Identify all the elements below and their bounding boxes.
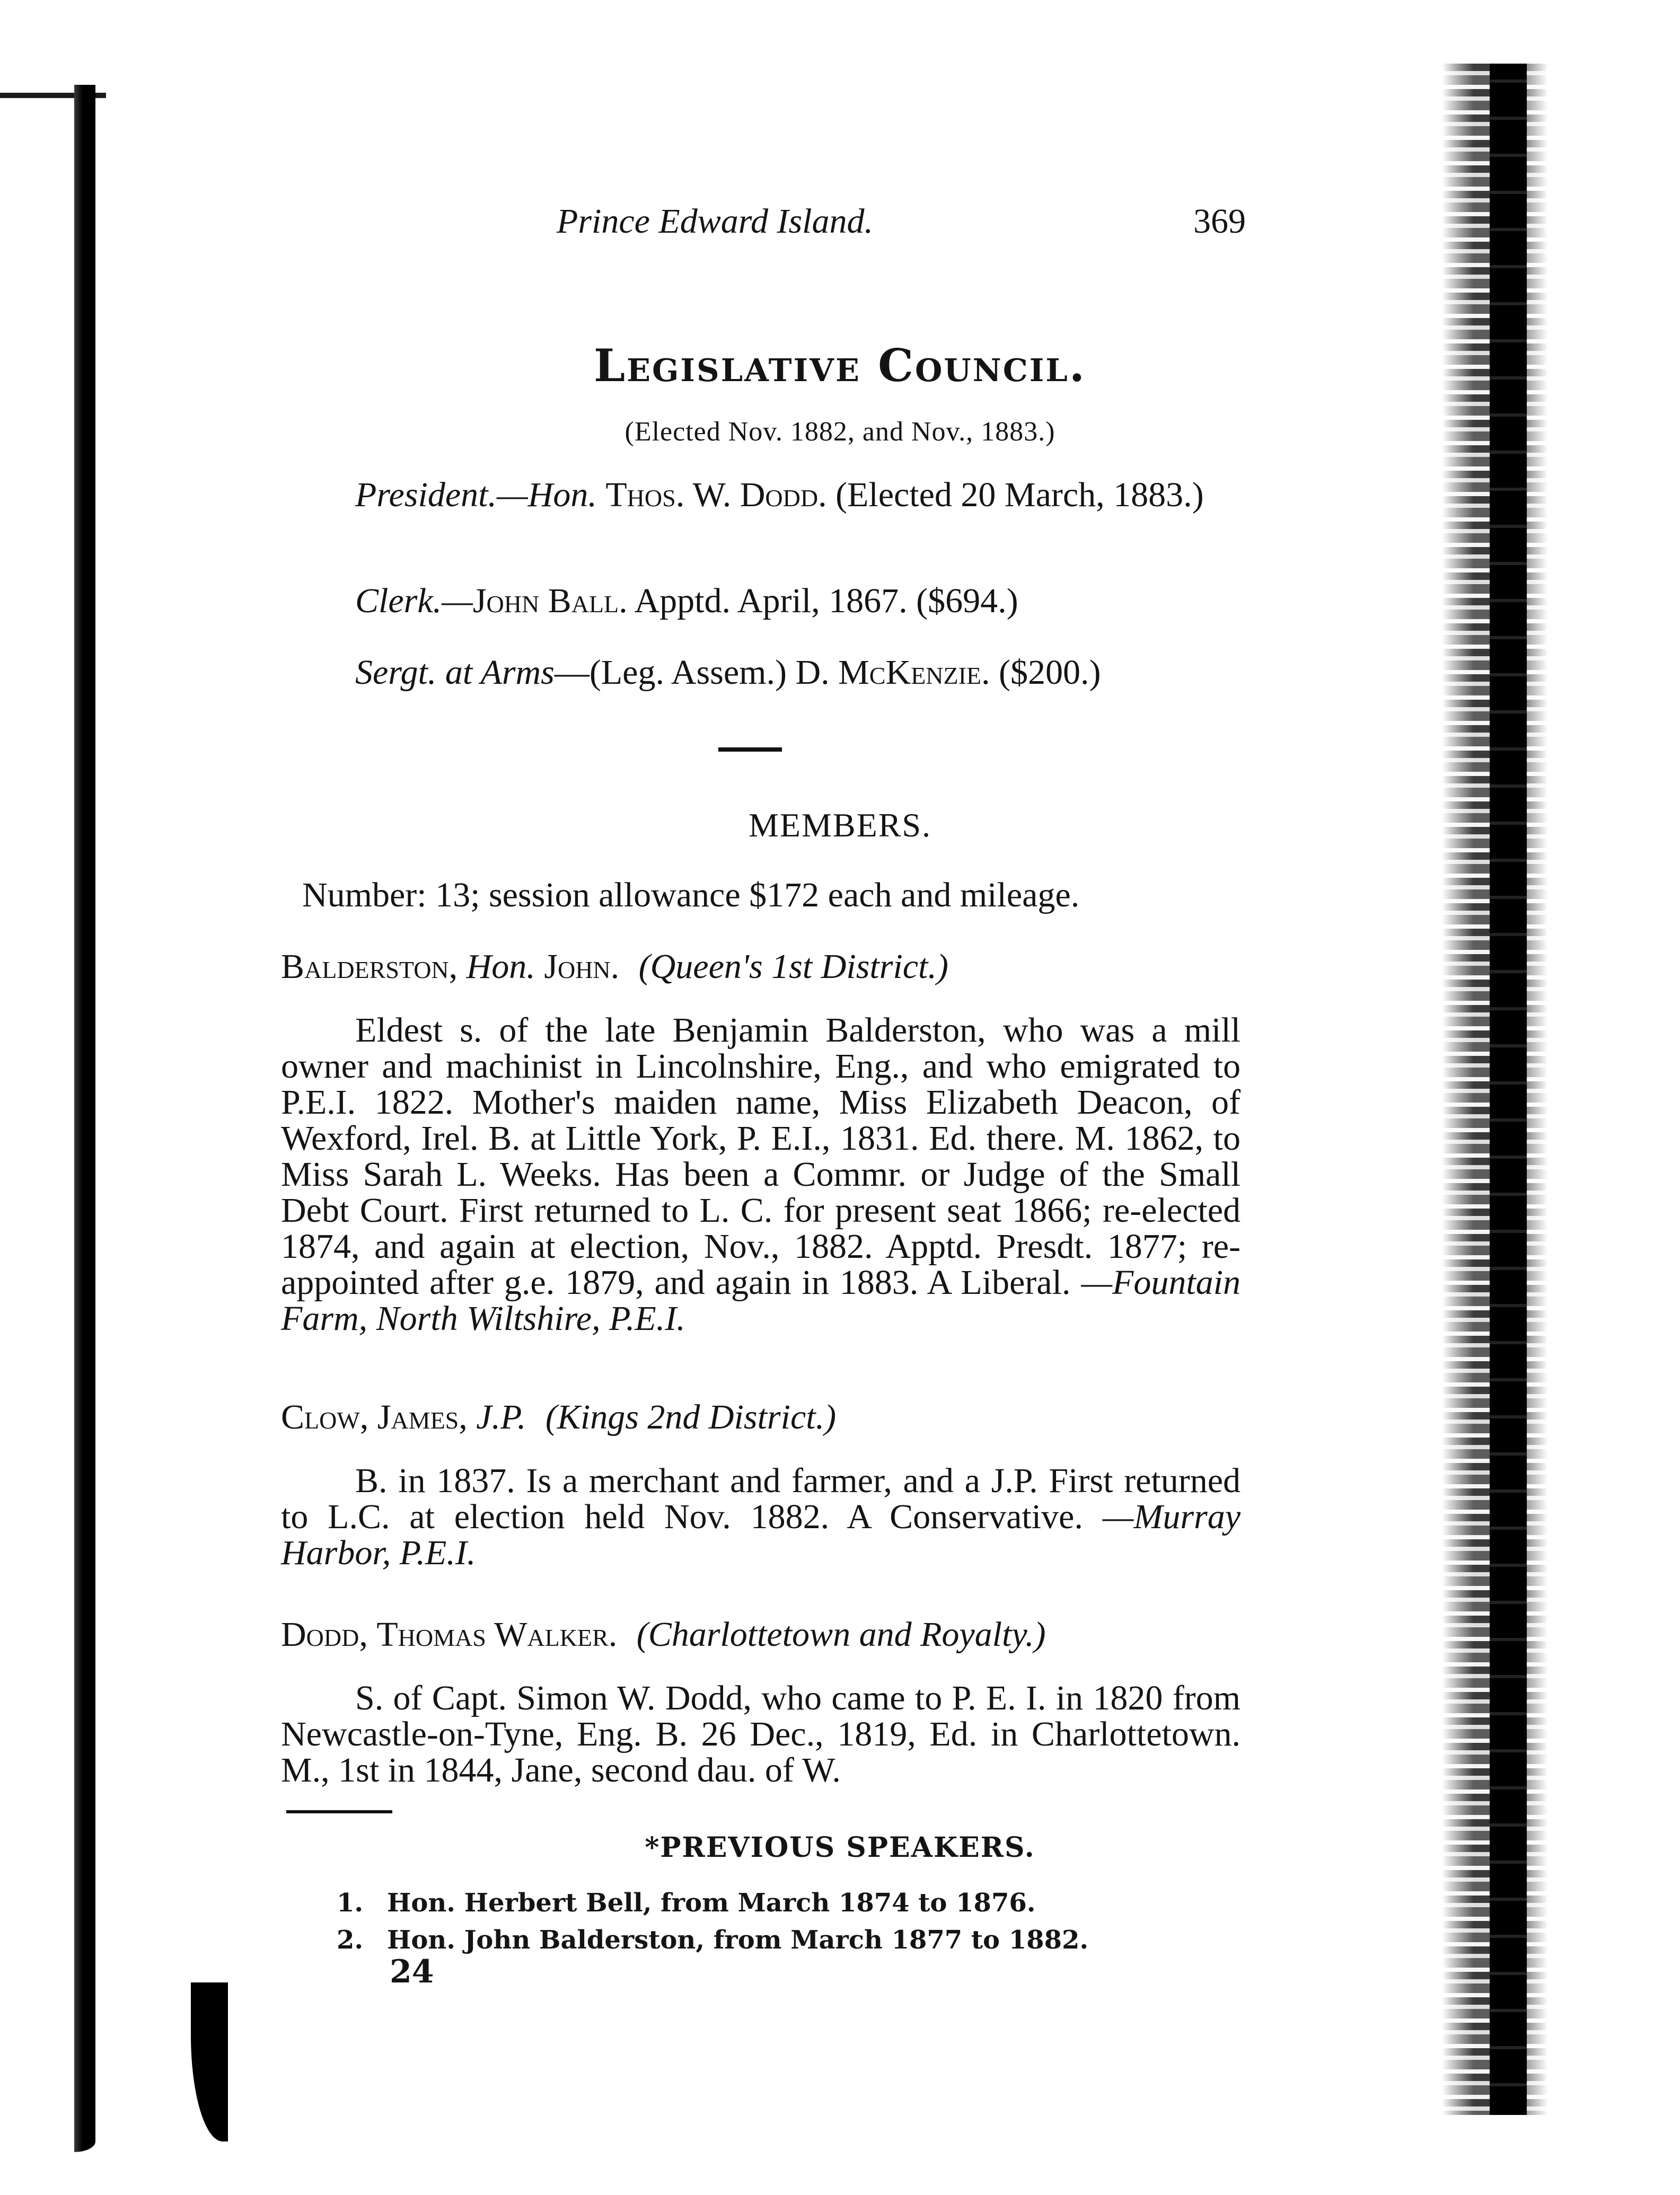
- footnote-item-number: 2.: [337, 1925, 364, 1955]
- member-district: (Queen's 1st District.): [638, 947, 948, 986]
- section-title: Legislative Council.: [593, 339, 1087, 392]
- footnote-title: *PREVIOUS SPEAKERS.: [645, 1831, 1035, 1864]
- footnote-item-text: Hon. Herbert Bell, from March 1874 to 1876.: [387, 1888, 1036, 1918]
- member-bio-paragraph: [281, 1680, 1241, 1788]
- sergeant-note: ($200.): [999, 653, 1101, 692]
- member-title: J.P.: [476, 1398, 526, 1436]
- member-surname: Dodd,: [281, 1615, 368, 1654]
- running-header: [557, 201, 1246, 254]
- member-bio: B. in 1837. Is a merchant and farmer, and a J.P. First returned to L.C. at election held Nov. 1882. A Conservative.: [281, 1461, 1241, 1536]
- member-heading: [281, 1617, 1241, 1653]
- member-surname: Balderston,: [281, 947, 458, 986]
- member-address: —Murray Harbor, P.E.I.: [281, 1497, 1241, 1572]
- sergeant-role: Sergt. at Arms: [355, 653, 555, 692]
- footnote-item-text: Hon. John Balderston, from March 1877 to 1882.: [387, 1925, 1089, 1955]
- footnote-list: [337, 1884, 1132, 1959]
- footnote-item: [337, 1921, 1132, 1959]
- member-forename: James,: [377, 1398, 468, 1436]
- footnote-item-number: 1.: [337, 1888, 364, 1918]
- signature-mark: 24: [390, 1953, 434, 1990]
- member-title: Hon.: [466, 947, 535, 986]
- running-title: Prince Edward Island.: [557, 202, 873, 241]
- members-heading: MEMBERS.: [749, 806, 931, 844]
- member-entry-dodd: [281, 1617, 1241, 1788]
- footnote-item: [337, 1884, 1132, 1921]
- member-forename: Thomas Walker.: [376, 1615, 618, 1654]
- member-heading: [281, 1399, 1241, 1435]
- member-heading: [281, 949, 1241, 985]
- clerk-note: Apptd. April, 1867. ($694.): [634, 581, 1018, 620]
- clerk-role: Clerk.—: [355, 581, 473, 620]
- scan-left-binding-base: [191, 1982, 228, 2141]
- president-role: President.—Hon.: [355, 475, 597, 514]
- member-district: (Charlottetown and Royalty.): [636, 1615, 1046, 1654]
- president-paragraph: [281, 477, 1241, 513]
- member-entry-clow: [281, 1399, 1241, 1571]
- sergeant-paragraph: [281, 655, 1241, 691]
- page-number: 369: [1193, 202, 1246, 241]
- member-bio-paragraph: [281, 1463, 1241, 1571]
- member-bio-paragraph: [281, 1012, 1241, 1337]
- section-divider: [718, 747, 782, 752]
- clerk-paragraph: [281, 583, 1241, 619]
- member-entry-balderston: [281, 949, 1241, 1337]
- member-bio: S. of Capt. Simon W. Dodd, who came to P. E. I. in 1820 from Newcastle-on-Tyne, Eng. B. 26 Dec., 1819, Ed. in Charlottetown. M., 1st in 1844, Jane, second dau. of W.: [281, 1679, 1241, 1790]
- member-bio: Eldest s. of the late Benjamin Balderston, who was a mill owner and machinist in Lincolnshire, Eng., and who emigrated to P.E.I. 1822. Mother's maiden name, Miss Elizabeth Deacon, of Wexford, Irel. B. at Little York, P. E.I., 1831. Ed. there. M. 1862, to Miss Sarah L. Weeks. Has been a Commr. or Judge of the Small Debt Court. First returned to L. C. for present seat 1866; re-elected 1874, and again at election, Nov., 1882. Apptd. Presdt. 1877; re-appointed after g.e. 1879, and again in 1883. A Liberal.: [281, 1011, 1241, 1302]
- footnote-rule: [286, 1810, 392, 1813]
- president-name: Thos. W. Dodd.: [605, 475, 827, 514]
- member-district: (Kings 2nd District.): [545, 1398, 837, 1436]
- president-note: (Elected 20 March, 1883.): [835, 475, 1204, 514]
- member-surname: Clow,: [281, 1398, 369, 1436]
- member-address: —Fountain Farm, North Wiltshire, P.E.I.: [281, 1263, 1241, 1338]
- sergeant-name: McKenzie.: [838, 653, 990, 692]
- clerk-name: John Ball.: [472, 581, 628, 620]
- members-summary: Number: 13; session allowance $172 each and mileage.: [302, 876, 1080, 914]
- member-forename: John.: [544, 947, 620, 986]
- sergeant-name-prefix: —(Leg. Assem.) D.: [554, 653, 830, 692]
- members-summary-paragraph: [281, 877, 1241, 913]
- section-subtitle: (Elected Nov. 1882, and Nov., 1883.): [624, 417, 1056, 447]
